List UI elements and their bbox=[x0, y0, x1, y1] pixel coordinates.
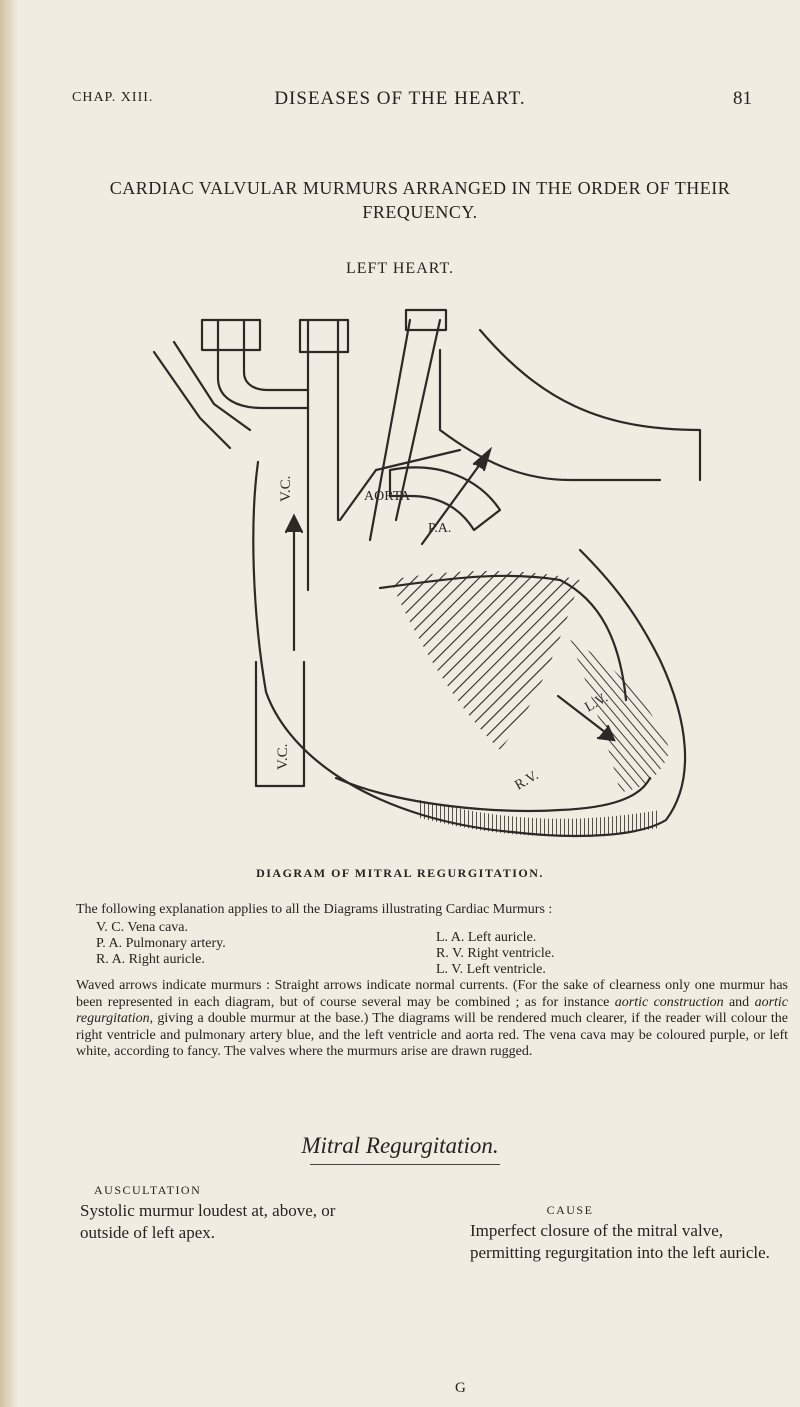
legend-item-left-auricle: L. A. Left auricle. bbox=[436, 930, 537, 945]
apex-wall-hatching bbox=[420, 800, 660, 836]
great-vessel-right bbox=[370, 320, 440, 540]
book-title: DISEASES OF THE HEART. bbox=[274, 88, 526, 109]
superior-vena-cava bbox=[218, 320, 308, 408]
label-aorta: AORTA bbox=[364, 489, 411, 504]
legend-list bbox=[76, 920, 776, 977]
ventricle-inner-wall bbox=[336, 778, 650, 811]
aortic-arch bbox=[440, 330, 700, 480]
legend-item-right-ventricle: R. V. Right ventricle. bbox=[436, 946, 555, 961]
explanation-text-3: , giving a double murmur at the base.) The diagrams will be rendered much clearer, if the reader will colour the right ventricle and pulmonary artery blue, and the left ventricle and aorta red. The vena cava may be coloured purple, or left white, according to fancy. The valves where the murmurs arise are drawn rugged. bbox=[76, 1011, 788, 1060]
mitral-valve-hatching bbox=[390, 571, 580, 750]
label-vc-upper: V.C. bbox=[278, 475, 294, 502]
section-title: Mitral Regurgitation. bbox=[301, 1133, 499, 1158]
explanation-text-2: and bbox=[723, 994, 755, 1010]
legend-item-left-ventricle: L. V. Left ventricle. bbox=[436, 962, 546, 977]
section-subheading: LEFT HEART. bbox=[345, 260, 455, 277]
auscultation-column bbox=[80, 1183, 380, 1244]
mitral-regurgitation-diagram bbox=[140, 280, 740, 860]
aortic-trunk bbox=[308, 320, 338, 590]
cause-column bbox=[470, 1203, 770, 1264]
legend-item-pulmonary-artery: P. A. Pulmonary artery. bbox=[96, 936, 226, 951]
page-heading: CARDIAC VALVULAR MURMURS ARRANGED IN THE ORDER OF THEIR FREQUENCY. bbox=[109, 178, 731, 222]
auscultation-text: Systolic murmur loudest at, above, or outside of left apex. bbox=[80, 1201, 336, 1242]
explanation-emphasis-aortic-regurgitation: aortic regurgitation bbox=[76, 994, 789, 1027]
explanation-text-1: Waved arrows indicate murmurs : Straight arrows indicate normal currents. (For the sake of clearness only one murmur has been represented in each diagram, but of course several may be combined ; as for instance bbox=[76, 978, 788, 1010]
auscultation-heading: AUSCULTATION bbox=[94, 1183, 202, 1197]
great-vessel-left bbox=[154, 342, 250, 448]
chapter-label: CHAP. XIII. bbox=[72, 90, 154, 105]
cause-text: Imperfect closure of the mitral valve, permitting regurgitation into the left auricle. bbox=[470, 1221, 770, 1262]
page-number: 81 bbox=[733, 88, 752, 109]
label-vc-lower: V.C. bbox=[275, 743, 291, 770]
legend-item-right-auricle: R. A. Right auricle. bbox=[96, 952, 205, 967]
explanation-paragraph bbox=[76, 978, 788, 1061]
running-head bbox=[0, 88, 800, 112]
label-rv: R.V. bbox=[512, 768, 542, 794]
explanation-emphasis-aortic-constriction: aortic construction bbox=[614, 994, 724, 1010]
diagram-caption: DIAGRAM OF MITRAL REGURGITATION. bbox=[256, 866, 544, 880]
section-title-rule bbox=[310, 1164, 500, 1165]
cause-heading: CAUSE bbox=[546, 1203, 594, 1217]
legend-intro: The following explanation applies to all the Diagrams illustrating Cardiac Murmurs : bbox=[76, 902, 553, 917]
page-edge-shadow bbox=[0, 0, 18, 1407]
label-lv: L.V. bbox=[582, 690, 611, 716]
signature-mark: G bbox=[455, 1380, 466, 1396]
label-pa: P.A. bbox=[428, 521, 452, 536]
legend-item-vena-cava: V. C. Vena cava. bbox=[96, 920, 189, 935]
